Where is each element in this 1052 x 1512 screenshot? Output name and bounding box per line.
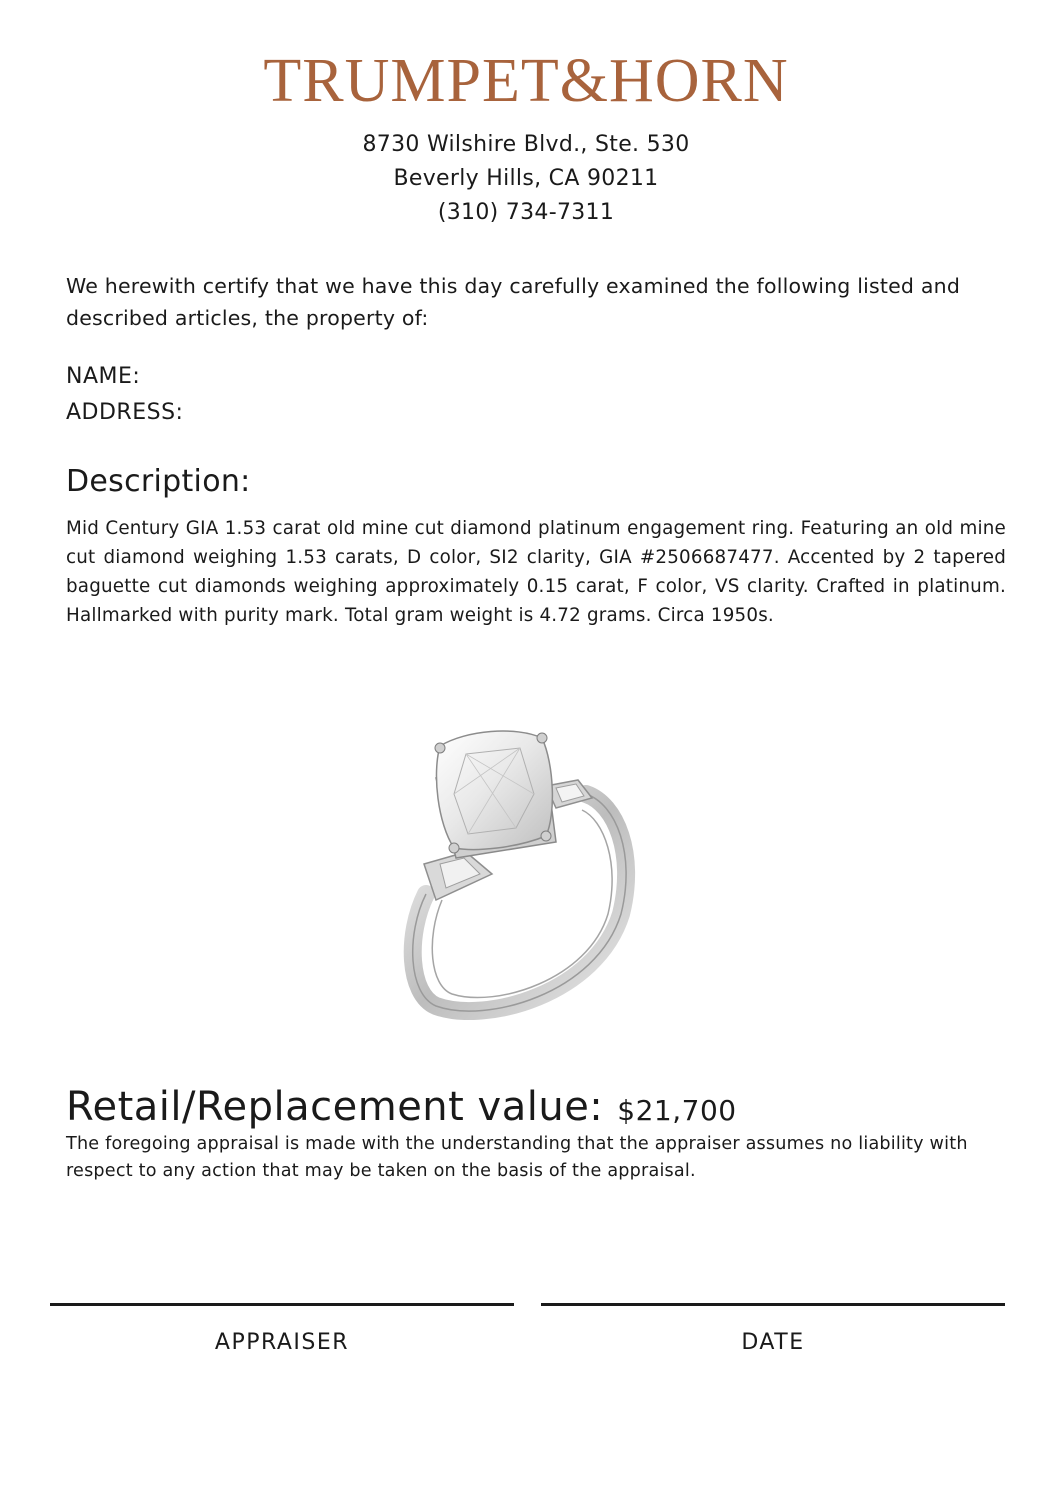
certification-statement: We herewith certify that we have this day carefully examined the following listed and described articles, the property of: <box>66 274 961 330</box>
brand-logo: TRUMPET&HORN <box>263 47 789 115</box>
description-body: Mid Century GIA 1.53 carat old mine cut diamond platinum engagement ring. Featuring an old mine cut diamond weighing 1.53 carats, D color, SI2 clarity, GIA #2506687477. Accented by 2 tapered baguette cut diamonds weighing approximately 0.15 carat, F color, VS clarity. Crafted in platinum. Hallmarked with purity mark. Total gram weight is 4.72 grams. Circa 1950s. <box>66 518 1006 626</box>
description-heading: Description: <box>66 464 251 499</box>
address-line-2: Beverly Hills, CA 90211 <box>393 166 659 191</box>
valuation-row <box>66 1084 737 1130</box>
phone-number: (310) 734-7311 <box>437 200 615 225</box>
date-signature-line <box>541 1303 1005 1306</box>
name-field-label: NAME: <box>66 364 141 389</box>
appraiser-signature-line <box>50 1303 514 1306</box>
valuation-label: Retail/Replacement value: <box>66 1084 604 1130</box>
address-line-1: 8730 Wilshire Blvd., Ste. 530 <box>362 132 690 157</box>
address-field-label: ADDRESS: <box>66 400 184 425</box>
disclaimer-text: The foregoing appraisal is made with the understanding that the appraiser assumes no liability with respect to any action that may be taken on the basis of the appraisal. <box>66 1134 968 1181</box>
diamond-ring-icon <box>396 724 646 1020</box>
valuation-amount: $21,700 <box>617 1094 737 1127</box>
date-label: DATE <box>741 1330 805 1355</box>
contact-block <box>0 128 1052 230</box>
appraiser-label: APPRAISER <box>214 1330 350 1355</box>
diamond-ring-image <box>396 724 646 1020</box>
